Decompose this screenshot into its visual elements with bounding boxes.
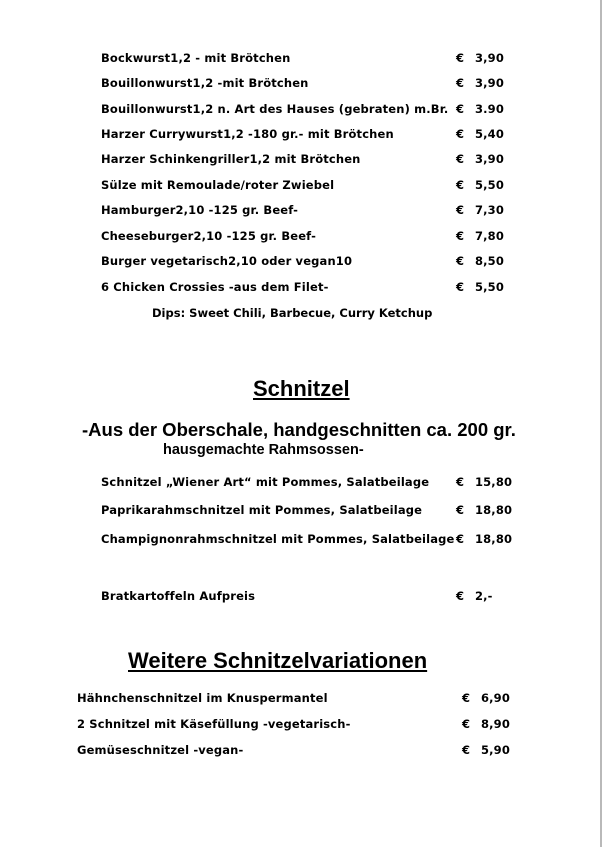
item-name: Cheeseburger2,10 -125 gr. Beef-	[101, 229, 317, 243]
currency-symbol: €	[462, 717, 471, 731]
item-name: Bouillonwurst1,2 -mit Brötchen	[101, 76, 309, 90]
price-value: 3,90	[475, 51, 504, 65]
menu-item	[0, 51, 602, 71]
currency-symbol: €	[456, 178, 465, 192]
menu-item	[0, 503, 602, 523]
item-name: Sülze mit Remoulade/roter Zwiebel	[101, 178, 335, 192]
item-price	[456, 532, 512, 546]
menu-item	[0, 178, 602, 198]
currency-symbol: €	[456, 503, 465, 517]
menu-item	[0, 203, 602, 223]
price-value: 8,90	[481, 717, 510, 731]
currency-symbol: €	[456, 229, 465, 243]
price-value: 7,30	[475, 203, 504, 217]
item-name: Champignonrahmschnitzel mit Pommes, Salatbeilage	[101, 532, 455, 546]
item-price	[456, 127, 504, 141]
price-value: 8,50	[475, 254, 504, 268]
item-name: Hamburger2,10 -125 gr. Beef-	[101, 203, 299, 217]
item-name: Hähnchenschnitzel im Knuspermantel	[77, 691, 328, 705]
menu-item	[0, 532, 602, 552]
item-name: Gemüseschnitzel -vegan-	[77, 743, 244, 757]
currency-symbol: €	[456, 76, 465, 90]
currency-symbol: €	[456, 254, 465, 268]
item-price	[456, 229, 504, 243]
item-name: 2 Schnitzel mit Käsefüllung -vegetarisch-	[77, 717, 351, 731]
schnitzel-subtitle: -Aus der Oberschale, handgeschnitten ca. 200 gr.	[82, 419, 516, 440]
price-value: 5,50	[475, 280, 504, 294]
menu-item	[0, 254, 602, 274]
price-value: 15,80	[475, 475, 513, 489]
price-value: 5,50	[475, 178, 504, 192]
menu-item	[0, 589, 602, 609]
currency-symbol: €	[456, 203, 465, 217]
currency-symbol: €	[456, 589, 465, 603]
item-price	[456, 254, 504, 268]
schnitzel-subtitle-2: hausgemachte Rahmsossen-	[163, 442, 364, 458]
price-value: 6,90	[481, 691, 510, 705]
item-price	[462, 691, 510, 705]
item-price	[456, 152, 504, 166]
menu-item	[0, 229, 602, 249]
price-value: 3,90	[475, 152, 504, 166]
currency-symbol: €	[456, 152, 465, 166]
item-name: Bouillonwurst1,2 n. Art des Hauses (gebraten) m.Br.	[101, 102, 449, 116]
currency-symbol: €	[456, 127, 465, 141]
menu-item	[0, 743, 602, 763]
price-value: 3,90	[475, 76, 504, 90]
menu-item	[0, 691, 602, 711]
schnitzel-heading: Schnitzel	[253, 376, 350, 401]
currency-symbol: €	[462, 691, 471, 705]
item-price	[456, 475, 512, 489]
currency-symbol: €	[456, 102, 465, 116]
menu-item	[0, 475, 602, 495]
menu-item	[0, 76, 602, 96]
price-value: 18,80	[475, 503, 513, 517]
price-value: 2,-	[475, 589, 493, 603]
currency-symbol: €	[456, 532, 465, 546]
item-price	[456, 203, 504, 217]
item-price	[456, 102, 504, 116]
dips-note: Dips: Sweet Chili, Barbecue, Curry Ketchup	[152, 306, 433, 320]
menu-item	[0, 152, 602, 172]
item-name: Harzer Currywurst1,2 -180 gr.- mit Brötchen	[101, 127, 394, 141]
price-value: 5,90	[481, 743, 510, 757]
currency-symbol: €	[456, 280, 465, 294]
currency-symbol: €	[456, 51, 465, 65]
item-name: Burger vegetarisch2,10 oder vegan10	[101, 254, 353, 268]
item-name: Harzer Schinkengriller1,2 mit Brötchen	[101, 152, 361, 166]
item-name: Paprikarahmschnitzel mit Pommes, Salatbeilage	[101, 503, 423, 517]
variations-heading: Weitere Schnitzelvariationen	[128, 648, 428, 673]
item-price	[456, 280, 504, 294]
item-price	[456, 589, 493, 603]
item-price	[456, 178, 504, 192]
menu-item	[0, 280, 602, 300]
item-price	[456, 76, 504, 90]
item-name: Bockwurst1,2 - mit Brötchen	[101, 51, 291, 65]
item-price	[456, 51, 504, 65]
item-price	[462, 717, 510, 731]
price-value: 18,80	[475, 532, 513, 546]
item-name: Bratkartoffeln Aufpreis	[101, 589, 256, 603]
currency-symbol: €	[456, 475, 465, 489]
price-value: 7,80	[475, 229, 504, 243]
currency-symbol: €	[462, 743, 471, 757]
price-value: 5,40	[475, 127, 504, 141]
item-name: 6 Chicken Crossies -aus dem Filet-	[101, 280, 329, 294]
item-price	[456, 503, 512, 517]
menu-item	[0, 717, 602, 737]
item-name: Schnitzel „Wiener Art“ mit Pommes, Salatbeilage	[101, 475, 430, 489]
menu-item	[0, 102, 602, 122]
price-value: 3.90	[475, 102, 504, 116]
item-price	[462, 743, 510, 757]
menu-item	[0, 127, 602, 147]
